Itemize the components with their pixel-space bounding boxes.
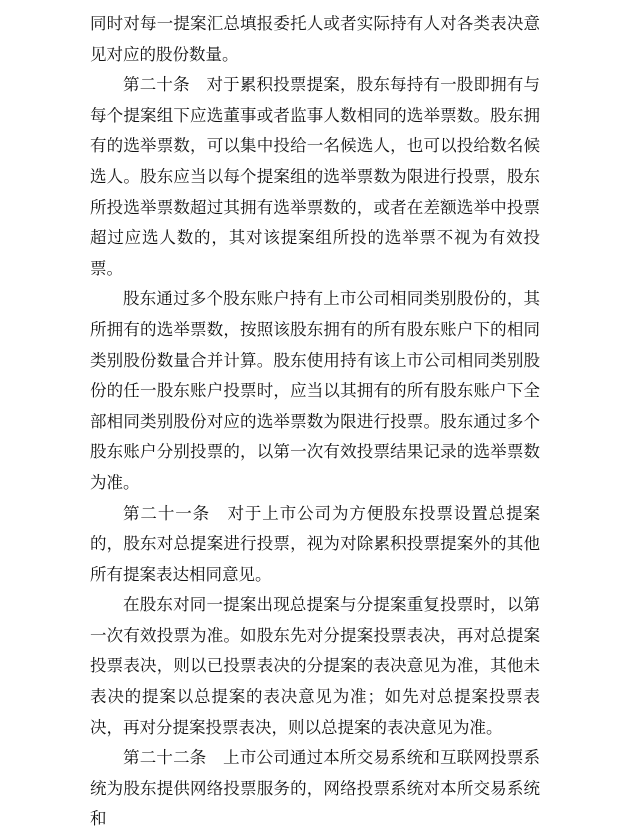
document-body — [90, 9, 540, 835]
paragraph-multiple-accounts: 股东通过多个股东账户持有上市公司相同类别股份的，其所拥有的选举票数，按照该股东拥有的所有股东账户下的相同类别股份数量合并计算。股东使用持有该上市公司相同类别股份的任一股东账户投票时，应当以其拥有的所有股东账户下全部相同类别股份对应的选举票数为限进行投票。股东通过多个股东账户分别投票的，以第一次有效投票结果记录的选举票数为准。 — [90, 289, 540, 492]
paragraph-article-22: 第二十二条 上市公司通过本所交易系统和互联网投票系统为股东提供网络投票服务的，网络投票系统对本所交易系统和 — [90, 748, 540, 829]
paragraph-article-20: 第二十条 对于累积投票提案，股东每持有一股即拥有与每个提案组下应选董事或者监事人数相同的选举票数。股东拥有的选举票数，可以集中投给一名候选人，也可以投给数名候选人。股东应当以每个提案组的选举票数为限进行投票，股东所投选举票数超过其拥有选举票数的，或者在差额选举中投票超过应选人数的，其对该提案组所投的选举票不视为有效投票。 — [90, 75, 540, 278]
paragraph-continuation: 同时对每一提案汇总填报委托人或者实际持有人对各类表决意见对应的股份数量。 — [90, 14, 540, 64]
paragraph-article-21: 第二十一条 对于上市公司为方便股东投票设置总提案的，股东对总提案进行投票，视为对除累积投票提案外的其他所有提案表达相同意见。 — [90, 503, 540, 584]
paragraph-duplicate-voting: 在股东对同一提案出现总提案与分提案重复投票时，以第一次有效投票为准。如股东先对分提案投票表决，再对总提案投票表决，则以已投票表决的分提案的表决意见为准，其他未表决的提案以总提案的表决意见为准；如先对总提案投票表决，再对分提案投票表决，则以总提案的表决意见为准。 — [90, 595, 540, 737]
